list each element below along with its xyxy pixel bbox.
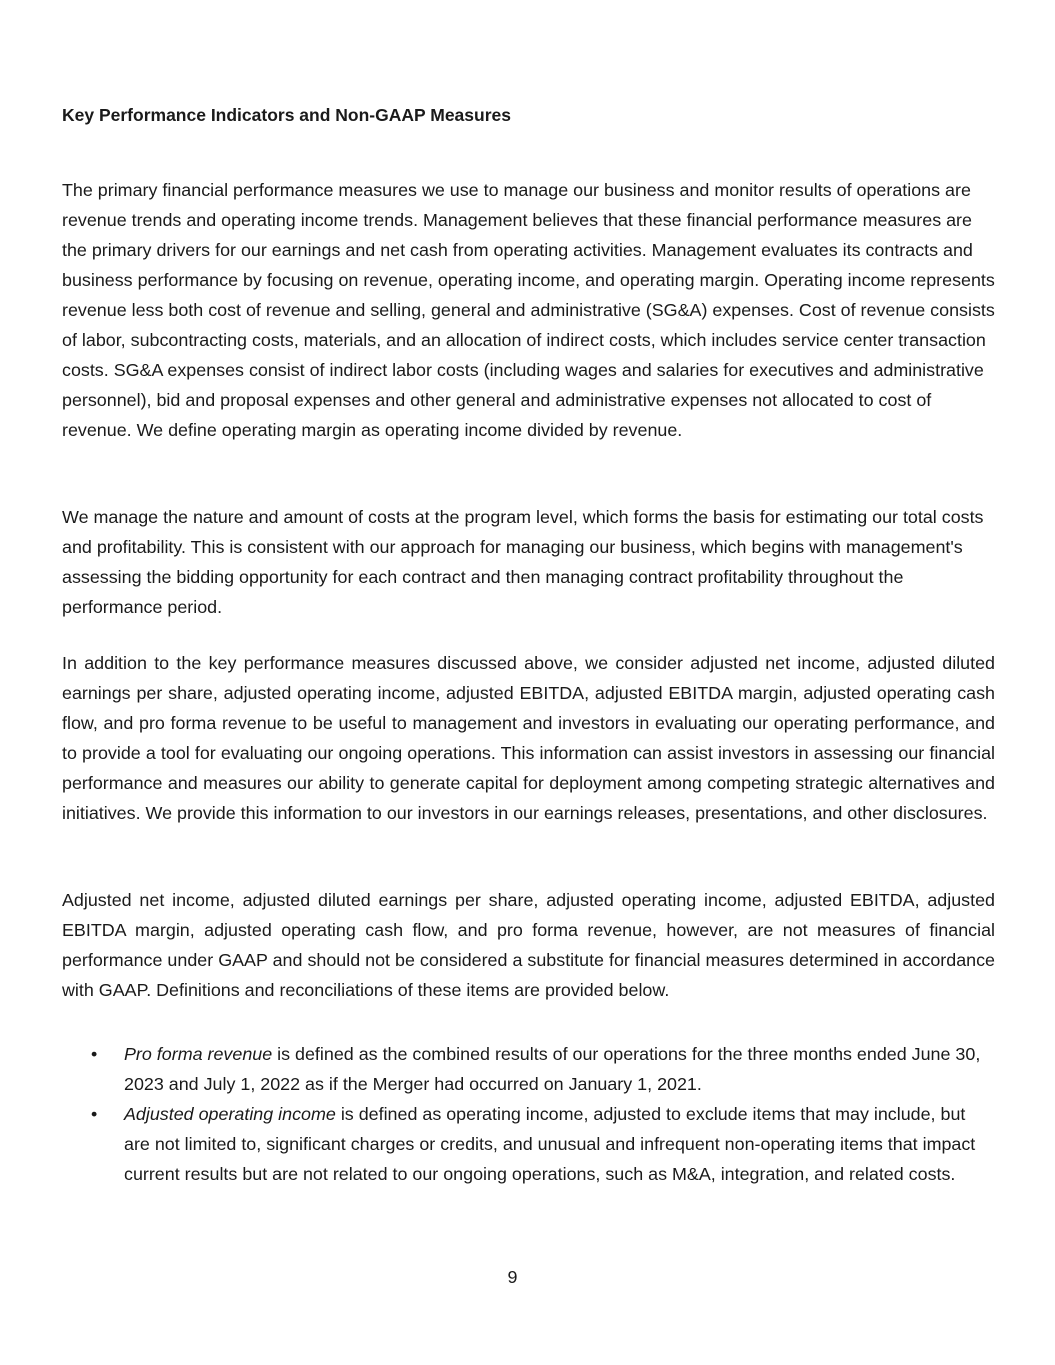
definition-text: is defined as operating income, adjusted to exclude items that may include, but are not limited to, significant charges or credits, and unusual and infrequent non-operating items that impact current results but are not related to our ongoing operations, such as M&A, integration, and related costs. [124, 1104, 976, 1184]
bullet-icon: • [91, 1044, 98, 1064]
definitions-list [62, 1039, 995, 1189]
bullet-icon: • [91, 1104, 98, 1124]
paragraph-non-gaap-disclaimer: Adjusted net income, adjusted diluted earnings per share, adjusted operating income, adjusted EBITDA, adjusted EBITDA margin, adjusted operating cash flow, and pro forma revenue, however, are not measures of financial performance under GAAP and should not be considered a substitute for financial measures determined in accordance with GAAP. Definitions and reconciliations of these items are provided below. [62, 890, 995, 1000]
defined-term: Adjusted operating income [124, 1104, 336, 1124]
section-heading: Key Performance Indicators and Non-GAAP Measures [62, 105, 511, 125]
list-item [62, 1039, 995, 1099]
paragraph-performance-measures: The primary financial performance measures we use to manage our business and monitor results of operations are revenue trends and operating income trends. Management believes that these financial performance measures are the primary drivers for our earnings and net cash from operating activities. Management evaluates its contracts and business performance by focusing on revenue, operating income, and operating margin. Operating income represents revenue less both cost of revenue and selling, general and administrative (SG&A) expenses. Cost of revenue consists of labor, subcontracting costs, materials, and an allocation of indirect costs, which includes service center transaction costs. SG&A expenses consist of indirect labor costs (including wages and salaries for executives and administrative personnel), bid and proposal expenses and other general and administrative expenses not allocated to cost of revenue. We define operating margin as operating income divided by revenue. [62, 180, 995, 440]
defined-term: Pro forma revenue [124, 1044, 273, 1064]
page-number: 9 [507, 1267, 518, 1287]
definition-text: is defined as the combined results of our operations for the three months ended June 30, 2023 and July 1, 2022 as if the Merger had occurred on January 1, 2021. [124, 1044, 981, 1094]
paragraph-non-gaap-usefulness: In addition to the key performance measures discussed above, we consider adjusted net income, adjusted diluted earnings per share, adjusted operating income, adjusted EBITDA, adjusted EBITDA margin, adjusted operating cash flow, and pro forma revenue to be useful to management and investors in evaluating our operating performance, and to provide a tool for evaluating our ongoing operations. This information can assist investors in assessing our financial performance and measures our ability to generate capital for deployment among competing strategic alternatives and initiatives. We provide this information to our investors in our earnings releases, presentations, and other disclosures. [62, 653, 995, 823]
paragraph-cost-management: We manage the nature and amount of costs at the program level, which forms the basis for estimating our total costs and profitability. This is consistent with our approach for managing our business, which begins with management's assessing the bidding opportunity for each contract and then managing contract profitability throughout the performance period. [62, 507, 984, 617]
list-item [62, 1099, 995, 1189]
